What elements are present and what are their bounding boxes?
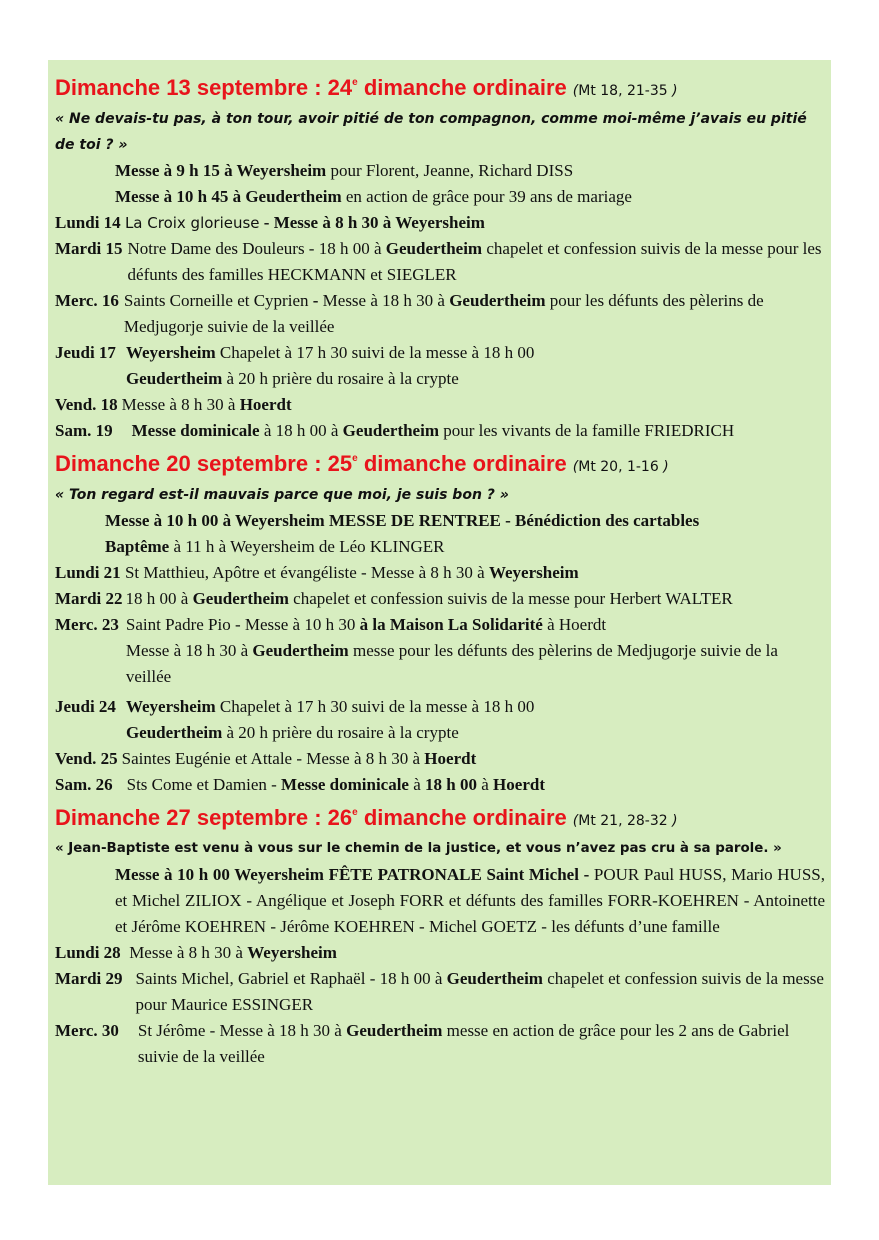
day-entry: Merc. 23 Saint Padre Pio - Messe à 10 h 30 à la Maison La Solidarité à Hoerdt Messe à 18 h 30 à Geudertheim messe pour les défunts des pèlerins de Medjugorje suivie de la veillée xyxy=(55,615,778,686)
mass-entry: Messe à 9 h 15 à Weyersheim pour Florent, Jeanne, Richard DISS xyxy=(115,161,574,180)
day-entry: Merc. 30 St Jérôme - Messe à 18 h 30 à Geudertheim messe en action de grâce pour les 2 ans de Gabriel suivie de la veillée xyxy=(55,1021,790,1066)
gospel-reference: (Mt 21, 28-32 ) xyxy=(572,813,678,829)
day-entry: Vend. 25 Saintes Eugénie et Attale - Messe à 8 h 30 à Hoerdt xyxy=(55,749,477,768)
gospel-quote: « Jean-Baptiste est venu à vous sur le chemin de la justice, et vous n’avez pas cru à sa parole. » xyxy=(55,841,782,856)
day-entry: Sam. 26 Sts Come et Damien - Messe dominicale à 18 h 00 à Hoerdt xyxy=(55,775,545,794)
gospel-quote: « Ton regard est-il mauvais parce que moi, je suis bon ? » xyxy=(55,487,509,503)
gospel-reference: (Mt 18, 21-35 ) xyxy=(572,83,678,99)
mass-entry: Messe à 10 h 45 à Geudertheim en action de grâce pour 39 ans de mariage xyxy=(115,187,632,206)
day-entry: Jeudi 17 Weyersheim Chapelet à 17 h 30 suivi de la messe à 18 h 00 Geudertheim à 20 h prière du rosaire à la crypte xyxy=(55,343,535,388)
day-entry: Mardi 15 Notre Dame des Douleurs - 18 h 00 à Geudertheim chapelet et confession suivis de la messe pour les défunts des familles HECKMANN et SIEGLER xyxy=(55,239,822,284)
sunday-heading: Dimanche 20 septembre : 25e dimanche ordinaire (Mt 20, 1-16 ) xyxy=(55,451,669,476)
gospel-reference: (Mt 20, 1-16 ) xyxy=(572,459,669,475)
gospel-quote: « Ne devais-tu pas, à ton tour, avoir pitié de ton compagnon, comme moi-même j’avais eu pitié de toi ? » xyxy=(55,111,807,153)
mass-entry: Messe à 10 h 00 à Weyersheim MESSE DE RENTREE - Bénédiction des cartables xyxy=(105,511,700,530)
day-entry: Mardi 29 Saints Michel, Gabriel et Raphaël - 18 h 00 à Geudertheim chapelet et confession suivis de la messe pour Maurice ESSINGER xyxy=(55,969,824,1014)
day-entry: Vend. 18 Messe à 8 h 30 à Hoerdt xyxy=(55,395,292,414)
bulletin-panel xyxy=(48,60,831,1185)
baptism-entry: Baptême à 11 h à Weyersheim de Léo KLINGER xyxy=(105,537,445,556)
sunday-heading: Dimanche 13 septembre : 24e dimanche ordinaire (Mt 18, 21-35 ) xyxy=(55,75,678,100)
day-entry: Lundi 14 La Croix glorieuse - Messe à 8 h 30 à Weyersheim xyxy=(55,213,485,232)
mass-entry: Messe à 10 h 00 Weyersheim FÊTE PATRONALE Saint Michel - POUR Paul HUSS, Mario HUSS, et Michel ZILIOX - Angélique et Joseph FORR et défunts des familles FORR-KOEHREN - Antoinette et Jérôme KOEHREN - Jérôme KOEHREN - Michel GOETZ - les défunts d’une famille xyxy=(115,865,825,936)
day-entry: Lundi 28 Messe à 8 h 30 à Weyersheim xyxy=(55,943,337,962)
day-entry: Jeudi 24 Weyersheim Chapelet à 17 h 30 suivi de la messe à 18 h 00 Geudertheim à 20 h prière du rosaire à la crypte xyxy=(55,697,535,742)
sunday-heading: Dimanche 27 septembre : 26e dimanche ordinaire (Mt 21, 28-32 ) xyxy=(55,805,678,830)
day-entry: Mardi 22 18 h 00 à Geudertheim chapelet et confession suivis de la messe pour Herbert WALTER xyxy=(55,589,733,608)
day-entry: Sam. 19 Messe dominicale à 18 h 00 à Geudertheim pour les vivants de la famille FRIEDRICH xyxy=(55,421,735,440)
day-entry: Merc. 16 Saints Corneille et Cyprien - Messe à 18 h 30 à Geudertheim pour les défunts des pèlerins de Medjugorje suivie de la veillée xyxy=(55,291,764,336)
day-entry: Lundi 21 St Matthieu, Apôtre et évangéliste - Messe à 8 h 30 à Weyersheim xyxy=(55,563,579,582)
